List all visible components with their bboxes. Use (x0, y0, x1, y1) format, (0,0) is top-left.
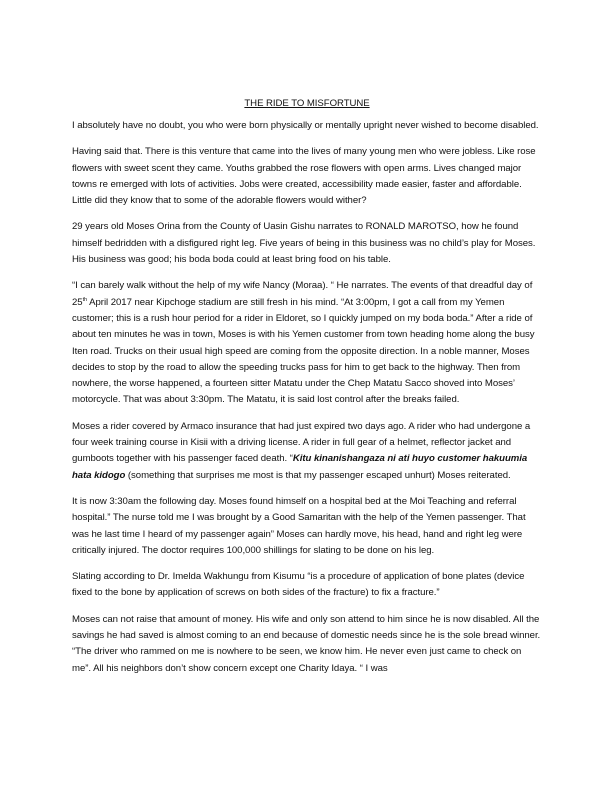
document-title: THE RIDE TO MISFORTUNE (244, 98, 370, 109)
accident-text-a: “I can barely walk without the help of my wife Nancy (Moraa). “ He narrates. The events of that dreadful day of 25 (72, 280, 533, 308)
insurance-text-a: Moses a rider covered by Armaco insurance that had just expired two days ago. A rider who had undergone a four week training course in Kisii with a driving license. A rider in full gear of a helmet, reflector jacket and gumboots together with his passenger faced death. “ (72, 420, 531, 465)
paragraph-accident (72, 278, 542, 408)
paragraph-insurance (72, 419, 542, 484)
paragraph-intro: I absolutely have no doubt, you who were born physically or mentally upright never wished to become disabled. (72, 120, 539, 131)
paragraph-slating: Slating according to Dr. Imelda Wakhungu from Kisumu “is a procedure of application of bone plates (device fixed to the bone by application of screws on both sides of the fracture) to fix a fracture.” (72, 571, 525, 599)
insurance-text-b: (something that surprises me most is that my passenger escaped unhurt) Moses reiterated. (125, 469, 511, 481)
document-body (72, 97, 542, 687)
swahili-quote: Kitu kinanishangaza ni ati huyo customer hakuumia hata kidogo (72, 453, 528, 481)
paragraph-hospital: It is now 3:30am the following day. Moses found himself on a hospital bed at the Moi Teaching and referral hospital.” The nurse told me I was brought by a Good Samaritan with the help of the Yemen passenger. That was he last time I heard of my passenger again” Moses can hardly move, his head, hand and right leg were critically injured. The doctor requires 100,000 shillings for slating to be done on his leg. (72, 495, 526, 556)
accident-text-b: April 2017 near Kipchoge stadium are still fresh in his mind. “At 3:00pm, I got a call from my Yemen customer; this is a rush hour period for a rider in Eldoret, so I quickly jumped on my boda boda.” After a ride of about ten minutes he was in town, Moses is with his Yemen customer from town heading home along the busy Iten road. Trucks on their usual high speed are coming from the opposite direction. In a noble manner, Moses decides to stop by the road to allow the speeding trucks pass for him to get back to the highway. Then from nowhere, the worse happened, a fourteen sitter Matatu under the Chep Matatu Sacco shoved into Moses’ motorcycle. That was about 3:30pm. The Matatu, it is said lost control after the breaks failed. (72, 296, 535, 406)
paragraph-venture: Having said that. There is this venture that came into the lives of many young men who were jobless. Like rose flowers with sweet scent they came. Youths grabbed the rose flowers with open arms. Lives changed major towns re emerged with lots of activities. Jobs were created, accessibility made easier, faster and affordable. Little did they know that to some of the adorable flowers would wither? (72, 146, 536, 207)
paragraph-money: Moses can not raise that amount of money. His wife and only son attend to him since he is now disabled. All the savings he had saved is almost coming to an end because of domestic needs since he is the sole bread winner. “The driver who rammed on me is nowhere to be seen, we know him. He never even just came to check on me”. All his neighbors don’t show concern except one Charity Idaya. “ I was (72, 613, 541, 674)
date-ordinal-superscript: th (82, 296, 88, 303)
paragraph-moses-intro: 29 years old Moses Orina from the County of Uasin Gishu narrates to RONALD MAROTSO, how he found himself bedridden with a disfigured right leg. Five years of being in this business was no child’s play for Moses. His business was good; his boda boda could at least bring food on his table. (72, 221, 536, 266)
